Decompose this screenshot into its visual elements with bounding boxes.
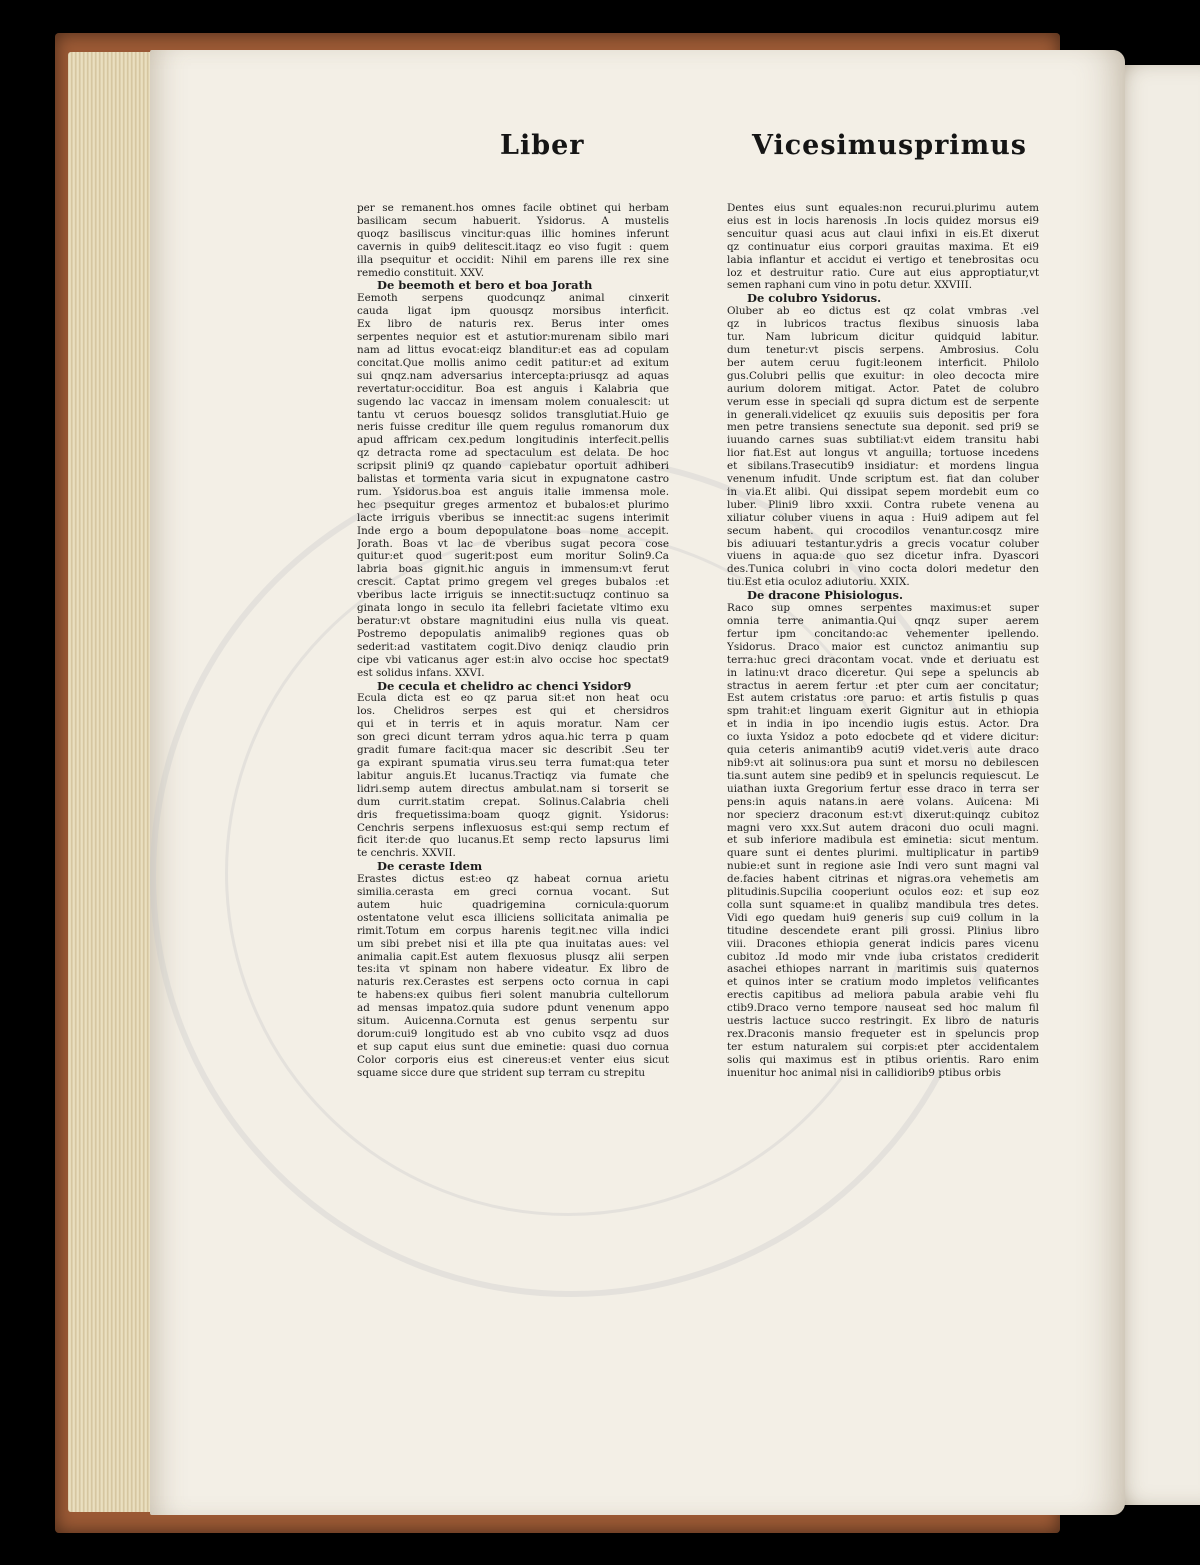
text-line: tur. Nam lubricum dicitur quidquid labitur. xyxy=(727,331,1039,344)
text-line: los. Chelidros serpes est qui et chersidros xyxy=(357,705,669,718)
text-line: des.Tunica colubri in vino cocta dolori medetur den xyxy=(727,563,1039,576)
running-head-left: Liber xyxy=(500,130,585,161)
text-column-left xyxy=(357,202,669,1080)
text-line: similia.cerasta em greci cornua vocant. Sut xyxy=(357,886,669,899)
running-head-right: Vicesimusprimus xyxy=(752,130,1027,161)
text-line: De colubro Ysidorus. xyxy=(747,292,882,306)
text-line: tiu.Est etia oculoz adiutoriu. XXIX. xyxy=(727,576,910,589)
text-line: nubie:et sunt in regione asie Indi vero sunt magni val xyxy=(727,860,1039,873)
text-line: inuenitur hoc animal nisi in callidiorib9 ptibus orbis xyxy=(727,1066,1001,1079)
text-line: De cecula et chelidro ac chenci Ysidor9 xyxy=(377,679,632,693)
text-line: ficit iter:de quo lucanus.Et semp recto lapsurus limi xyxy=(357,834,669,847)
text-line: Ysidorus. Draco maior est cunctoz animantiu sup xyxy=(727,640,1039,653)
text-line: terra:huc greci dracontam vocat. vnde et deriuatu est xyxy=(727,653,1039,666)
text-line: te cenchris. XXVII. xyxy=(357,847,456,860)
text-column-right xyxy=(727,202,1039,1080)
text-line: nam ad littus evocat:eiqz blanditur:et eas ad copulam xyxy=(357,343,669,356)
text-line: ga expirant spumatia virus.seu terra fumat:qua teter xyxy=(357,756,669,769)
text-line: revertatur:occiditur. Boa est anguis i Kalabria que xyxy=(357,382,669,395)
text-line: labitur anguis.Et lucanus.Tractiqz via fumate che xyxy=(357,769,669,782)
text-line: balistas et tormenta varia sicut in expugnatone castro xyxy=(357,473,669,486)
text-line: uiathan iuxta Gregorium fertur esse draco in terra ser xyxy=(727,782,1039,795)
text-line: ter estum naturalem sui corpis:et pter accidentalem xyxy=(727,1040,1039,1053)
text-line: sui qnqz.nam adversarius intercepta:priusqz ad aquas xyxy=(357,369,669,382)
text-line: et sibilans.Trasecutib9 insidiatur: et mordens lingua xyxy=(727,460,1039,473)
text-line: est solidus infans. XXVI. xyxy=(357,666,485,679)
text-line: quia ceteris animantib9 acuti9 videt.veris aute draco xyxy=(727,744,1039,757)
text-line: dorum:cui9 longitudo est ab vno cubito vsqz ad duos xyxy=(357,1028,669,1040)
text-line: secum habent. qui crocodilos venantur.cosqz mire xyxy=(727,524,1039,537)
text-line: et quinos inter se cratium modo impletos velificantes xyxy=(727,976,1039,989)
text-line: venenum infudit. Unde scriptum est. fiat dan coluber xyxy=(727,473,1039,486)
text-line: viuens in aqua:de quo sez dicetur infra. Dyascori xyxy=(727,550,1039,563)
text-line: crescit. Captat primo gregem vel greges bubalos :et xyxy=(357,576,669,589)
text-line: tia.sunt autem sine pedib9 et in speluncis requiescut. Le xyxy=(727,769,1039,782)
text-line: sencuitur quasi acus aut claui infixi in eis.Et dixerut xyxy=(727,227,1039,240)
text-line: men petre transiens senectute sua deponit. sed pri9 se xyxy=(727,421,1039,434)
text-line: et in india in ipo incendio iugis estus. Actor. Dra xyxy=(727,718,1039,731)
text-line: titudine descendete erant pili grossi. Plinius libro xyxy=(727,924,1039,937)
text-line: sugendo lac vaccaz in imensam molem conualescit: ut xyxy=(357,395,669,408)
text-line: asachei ethiopes narrant in maritimis suis quaternos xyxy=(727,963,1039,976)
text-line: erectis capitibus ad meliora pabula arabie vehi flu xyxy=(727,989,1039,1002)
text-line: Postremo depopulatis animalib9 regiones quas ob xyxy=(357,627,669,640)
text-line: De beemoth et bero et boa Jorath xyxy=(377,279,593,293)
text-line: et sup caput eius sunt due eminetie: quasi duo cornua xyxy=(357,1040,669,1053)
text-line: neris fuisse creditur ille quem regulus romanorum dux xyxy=(357,421,669,434)
text-line: qui et in terris et in aquis moratur. Nam cer xyxy=(357,718,669,731)
text-line: quare sunt ei dentes plurimi. multiplicatur in partib9 xyxy=(727,847,1039,860)
text-line: aurium dolorem mitigat. Actor. Patet de colubro xyxy=(727,382,1039,395)
text-line: dum tenetur:vt piscis serpens. Ambrosius. Colu xyxy=(727,343,1039,356)
text-line: remedio constituit. XXV. xyxy=(357,266,485,279)
text-line: et sub inferiore madibula est eminetia: sicut mentum. xyxy=(727,834,1039,847)
text-line: solis qui maximus est in ptibus orientis. Raro enim xyxy=(727,1053,1039,1066)
text-line: Ex libro de naturis rex. Berus inter omes xyxy=(357,318,669,331)
text-line: lior fiat.Est aut longus vt anguilla; tortuose incedens xyxy=(727,447,1039,460)
text-line: stractus in aerem fertur :et pter cum aer concitatur; xyxy=(727,679,1039,692)
text-line: fertur ipm concitando:ac vehementer ipellendo. xyxy=(727,627,1039,640)
text-line: lidri.semp autem directus ambulat.nam si torserit se xyxy=(357,782,669,795)
text-line: nor specierz draconum est:vt dixerut:quinqz cubitoz xyxy=(727,808,1039,821)
text-line: Eemoth serpens quodcunqz animal cinxerit xyxy=(357,292,669,305)
text-line: labia inflantur et accidut ei vertigo et tenebrositas ocu xyxy=(727,253,1039,266)
text-line: ctib9.Draco verno tempore nauseat sed hoc malum fil xyxy=(727,1002,1039,1015)
text-line: Vidi ego quedam hui9 generis sup cui9 collum in la xyxy=(727,911,1039,924)
text-line: beratur:vt obstare magnitudini eius nulla vis queat. xyxy=(357,615,669,627)
text-line: in latinu:vt draco diceretur. Qui sepe a speluncis ab xyxy=(727,666,1039,679)
text-line: Raco sup omnes serpentes maximus:et super xyxy=(727,602,1039,615)
text-line: sederit:ad vastitatem cogit.Divo deniqz claudio prin xyxy=(357,640,669,653)
text-line: plitudinis.Supcilia cooperiunt oculos eoz: et sup eoz xyxy=(727,886,1039,899)
text-line: son greci dicunt terram ydros aqua.hic terra p quam xyxy=(357,731,669,744)
text-line: quoqz basiliscus vincitur:quas illic homines inferunt xyxy=(357,227,669,240)
text-line: cubitoz .Id modo mir vnde iuba cristatos crediderit xyxy=(727,950,1039,963)
text-line: in generali.videlicet qz exuuiis suis depositis per fora xyxy=(727,408,1039,421)
text-line: situm. Auicenna.Cornuta est genus serpentu sur xyxy=(357,1015,669,1028)
text-line: nib9:vt ait solinus:ora pua sunt et morsu no debilescen xyxy=(727,756,1039,769)
text-line: naturis rex.Cerastes est serpens octo cornua in capi xyxy=(357,976,669,989)
text-line: Color corporis eius est cinereus:et venter eius sicut xyxy=(357,1053,669,1066)
text-line: de.facies habent citrinas et nigras.ora vehemetis am xyxy=(727,873,1039,886)
text-line: te habens:ex quibus fieri solent manubria cultellorum xyxy=(357,989,669,1002)
text-line: illa psequitur et occidit: Nihil em parens ille rex sine xyxy=(357,253,669,266)
text-line: labria boas gignit.hic anguis in immensum:vt ferut xyxy=(357,563,669,576)
text-line: viii. Dracones ethiopia generat indicis pares vicenu xyxy=(727,937,1039,950)
text-line: dum currit.statim crepat. Solinus.Calabria cheli xyxy=(357,795,669,808)
text-line: scripsit plini9 qz quando capiebatur oportuit adhiberi xyxy=(357,460,669,473)
text-line: concitat.Que mollis animo cedit patitur:et ad exitum xyxy=(357,356,669,369)
text-line: magni vero xxx.Sut autem draconi duo oculi magni. xyxy=(727,821,1039,834)
text-line: quitur:et quod sugerit:post eum moritur Solin9.Ca xyxy=(357,550,669,563)
text-line: dris frequetissima:boam quoqz gignit. Ysidorus: xyxy=(357,808,669,821)
text-line: colla sunt squame:et in qualibz mandibula tres detes. xyxy=(727,898,1039,911)
text-line: pens:in aquis natans.in aere volans. Auicena: Mi xyxy=(727,795,1039,808)
text-line: qz detracta rome ad spectaculum est delata. De hoc xyxy=(357,447,669,460)
text-line: loz et destruitur ratio. Cure aut eius approptiatur,vt xyxy=(727,266,1039,279)
text-line: De ceraste Idem xyxy=(377,860,483,874)
text-line: squame sicce dure que strident sup terram cu strepitu xyxy=(357,1066,646,1079)
text-line: Erastes dictus est:eo qz habeat cornua arietu xyxy=(357,873,669,886)
text-line: rum. Ysidorus.boa est anguis italie immensa mole. xyxy=(357,485,669,498)
text-line: Ecula dicta est eo qz parua sit:et non heat ocu xyxy=(357,692,669,705)
text-line: qz continuatur eius corpori grauitas maxima. Et ei9 xyxy=(727,240,1039,253)
text-line: co iuxta Ysidoz a poto edocbete qd et videre dicitur: xyxy=(727,731,1039,744)
text-line: De dracone Phisiologus. xyxy=(747,589,904,603)
text-line: Oluber ab eo dictus est qz colat vmbras .vel xyxy=(727,305,1039,318)
text-line: rimit.Totum em corpus harenis tegit.nec villa indici xyxy=(357,924,669,937)
text-line: Dentes eius sunt equales:non recurui.plurimu autem xyxy=(727,202,1039,214)
text-line: uestris lactuce succo restringit. Ex libro de naturis xyxy=(727,1015,1039,1028)
text-line: cipe vbi vaticanus ager est:in alvo occise hoc spectat9 xyxy=(357,653,669,666)
text-line: serpentes nequior est et astutior:murenam sibilo mari xyxy=(357,331,669,344)
text-line: animalia capit.Est autem flexuosus plusqz alii serpen xyxy=(357,950,669,963)
text-line: vberibus lacte irriguis se innectit:suctuqz continuo sa xyxy=(357,589,669,602)
text-line: luber. Plini9 libro xxxii. Contra rubete venena au xyxy=(727,498,1039,511)
text-line: Inde ergo a boum depopulatone boas nome accepit. xyxy=(357,524,669,537)
text-line: gus.Colubri pellis que exuitur: in oleo decocta mire xyxy=(727,369,1039,382)
text-line: semen raphani cum vino in potu detur. XXVIII. xyxy=(727,279,973,292)
text-line: Cenchris serpens inflexuosus est:qui semp rectum ef xyxy=(357,821,669,834)
text-line: qz in lubricos tractus flexibus sinuosis laba xyxy=(727,318,1039,331)
text-line: tes:ita vt spinam non habere videatur. Ex libro de xyxy=(357,963,669,976)
text-line: verum esse in speciali qd supra dictum est de serpente xyxy=(727,395,1039,408)
text-line: lacte irriguis vberibus se innectit:ac sugens interimit xyxy=(357,511,669,524)
text-line: ostentatone velut esca illiciens sollicitata animalia pe xyxy=(357,911,669,924)
text-line: bis adiuuari testantur.ydris a grecis vocatur coluber xyxy=(727,537,1039,550)
text-line: Jorath. Boas vt lac de vberibus sugat pecora cose xyxy=(357,537,669,550)
text-line: omnia terre animantia.Qui qnqz super aerem xyxy=(727,615,1039,627)
text-line: ad mensas impatoz.quia sudore pdunt venenum appo xyxy=(357,1002,669,1015)
text-line: ber autem ceruu fugit:leonem interficit. Philolo xyxy=(727,356,1039,369)
text-line: um sibi prebet nisi et illa pte qua inuitatas aues: vel xyxy=(357,937,669,950)
text-line: spm trahit:et linguam exerit Gignitur aut in ethiopia xyxy=(727,705,1039,718)
text-line: ginata longo in seculo ita fellebri facietate vltimo exu xyxy=(357,602,669,615)
text-line: Est autem cristatus :ore paruo: et artis fistulis p quas xyxy=(727,692,1039,705)
text-line: cavernis in quib9 delitescit.itaqz eo viso fugit : quem xyxy=(357,240,669,253)
text-line: apud affricam cex.pedum longitudinis interfecit.pellis xyxy=(357,434,669,447)
text-line: xiliatur coluber viuens in aqua : Hui9 adipem aut fel xyxy=(727,511,1039,524)
text-line: autem huic quadrigemina cornicula:quorum xyxy=(357,898,669,911)
text-line: basilicam secum habuerit. Ysidorus. A mustelis xyxy=(357,214,669,227)
text-line: rex.Draconis mansio frequeter est in speluncis prop xyxy=(727,1028,1039,1040)
text-line: iuuando carnes suas subtiliat:vt eidem transitu habi xyxy=(727,434,1039,447)
text-line: hec psequitur greges armentoz et bubalos:et plurimo xyxy=(357,498,669,511)
text-line: per se remanent.hos omnes facile obtinet qui herbam xyxy=(357,202,669,214)
text-line: in via.Et alibi. Qui dissipat sepem mordebit eum co xyxy=(727,485,1039,498)
text-line: gradit fumare facit:qua macer sic describit .Seu ter xyxy=(357,744,669,757)
text-line: eius est in locis harenosis .In locis quidez morsus ei9 xyxy=(727,214,1039,227)
text-line: tantu vt ceruos bouesqz solidos transglutiat.Huio ge xyxy=(357,408,669,421)
text-line: cauda ligat ipm quousqz morsibus interficit. xyxy=(357,305,669,318)
